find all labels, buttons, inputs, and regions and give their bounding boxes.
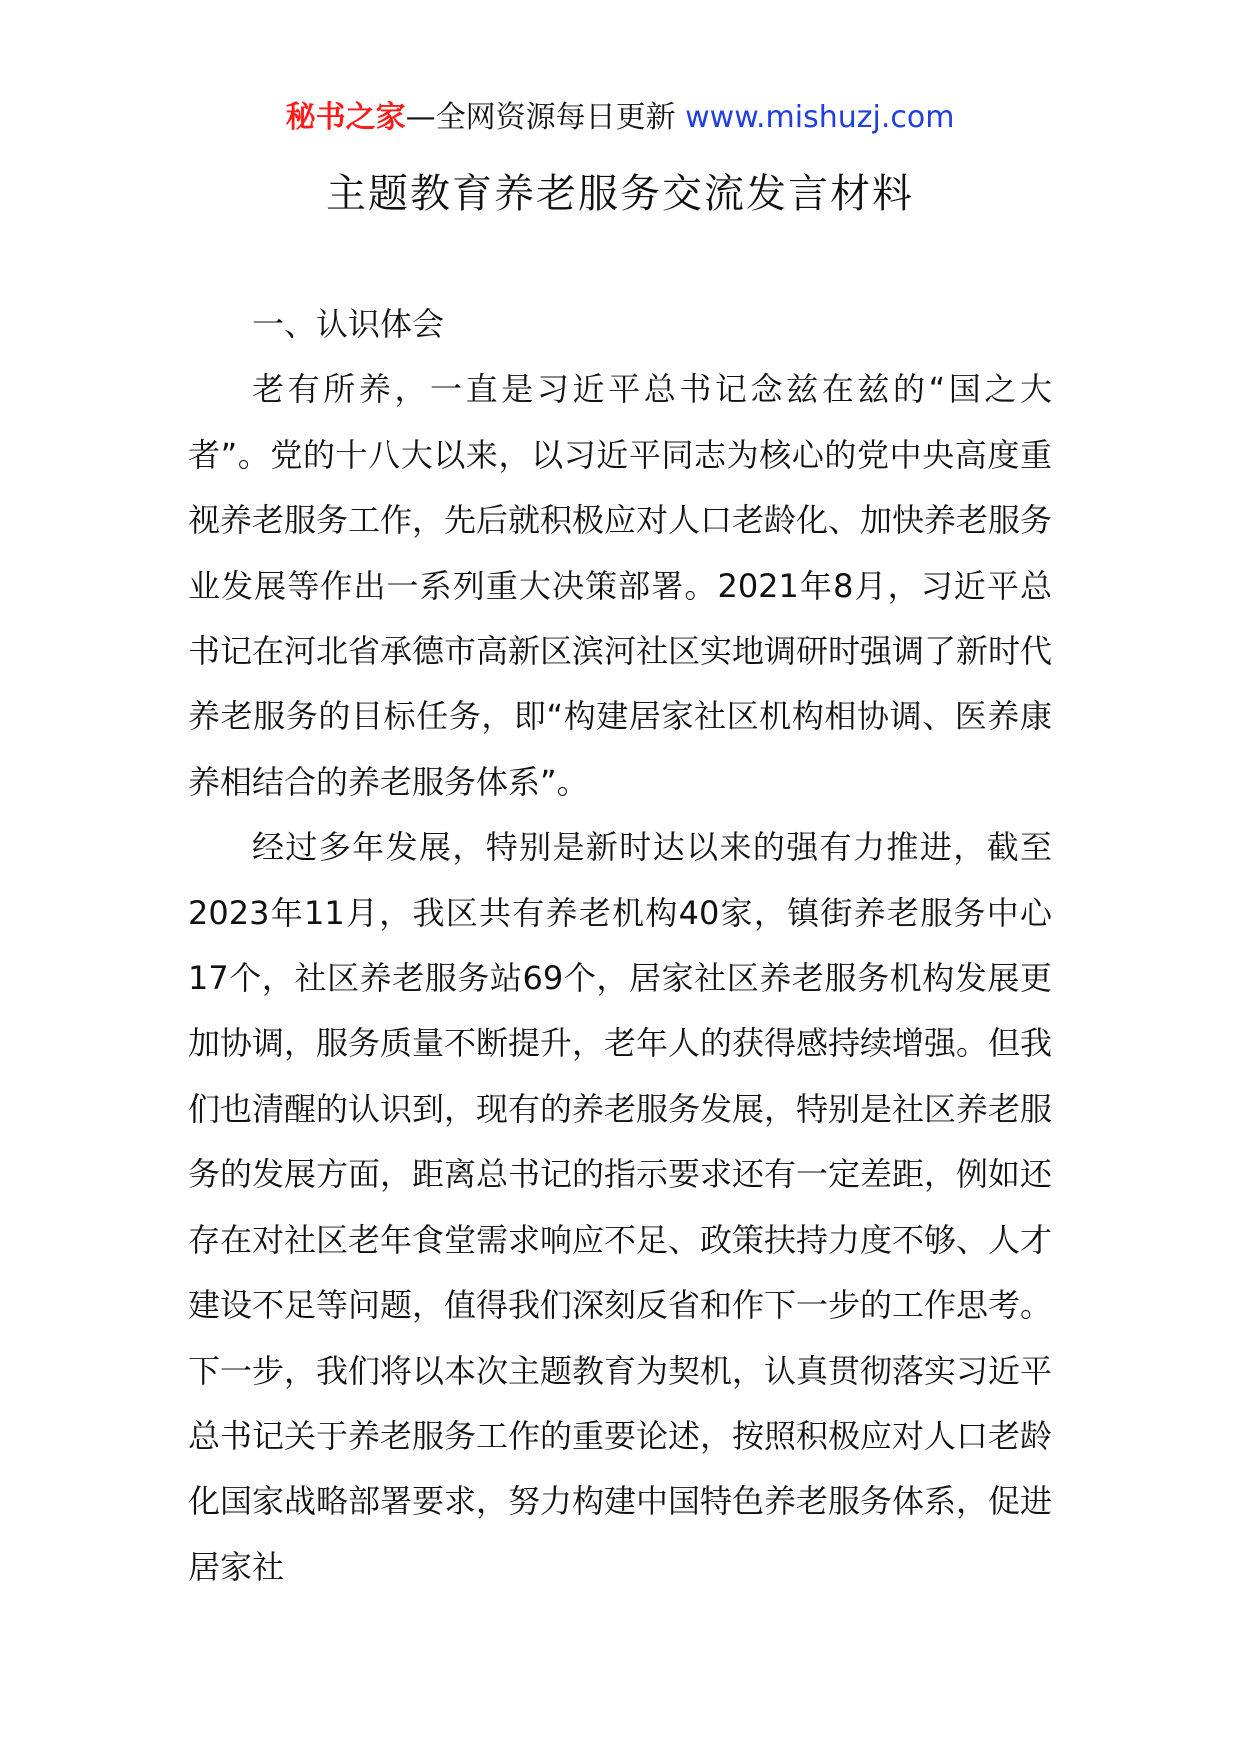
section-heading: 一、认识体会 — [252, 305, 445, 343]
site-url-link[interactable]: www.mishuzj.com — [685, 100, 955, 135]
body-paragraph: 老有所养，一直是习近平总书记念兹在兹的“国之大者”。党的十八大以来，以习近平同志为核心的党中央高度重视养老服务工作，先后就积极应对人口老龄化、加快养老服务业发展等作出一系列重大决策部署。2021年8月，习近平总书记在河北省承德市高新区滨河社区实地调研时强调了新时代养老服务的目标任务，即“构建居家社区机构相协调、医养康养相结合的养老服务体系”。 — [188, 370, 1053, 801]
brand-name: 秘书之家 — [285, 100, 406, 135]
site-tagline: —全网资源每日更新 — [405, 100, 676, 135]
document-title: 主题教育养老服务交流发言材料 — [326, 171, 914, 217]
document-body — [188, 292, 1052, 1600]
site-header — [0, 98, 1240, 138]
body-paragraph: 经过多年发展，特别是新时达以来的强有力推进，截至2023年11月，我区共有养老机构40家，镇街养老服务中心17个，社区养老服务站69个，居家社区养老服务机构发展更加协调，服务质量不断提升，老年人的获得感持续增强。但我们也清醒的认识到，现有的养老服务发展，特别是社区养老服务的发展方面，距离总书记的指示要求还有一定差距，例如还存在对社区老年食堂需求响应不足、政策扶持力度不够、人才建设不足等问题，值得我们深刻反省和作下一步的工作思考。下一步，我们将以本次主题教育为契机，认真贯彻落实习近平总书记关于养老服务工作的重要论述，按照积极应对人口老龄化国家战略部署要求，努力构建中国特色养老服务体系，促进居家社 — [188, 828, 1053, 1586]
